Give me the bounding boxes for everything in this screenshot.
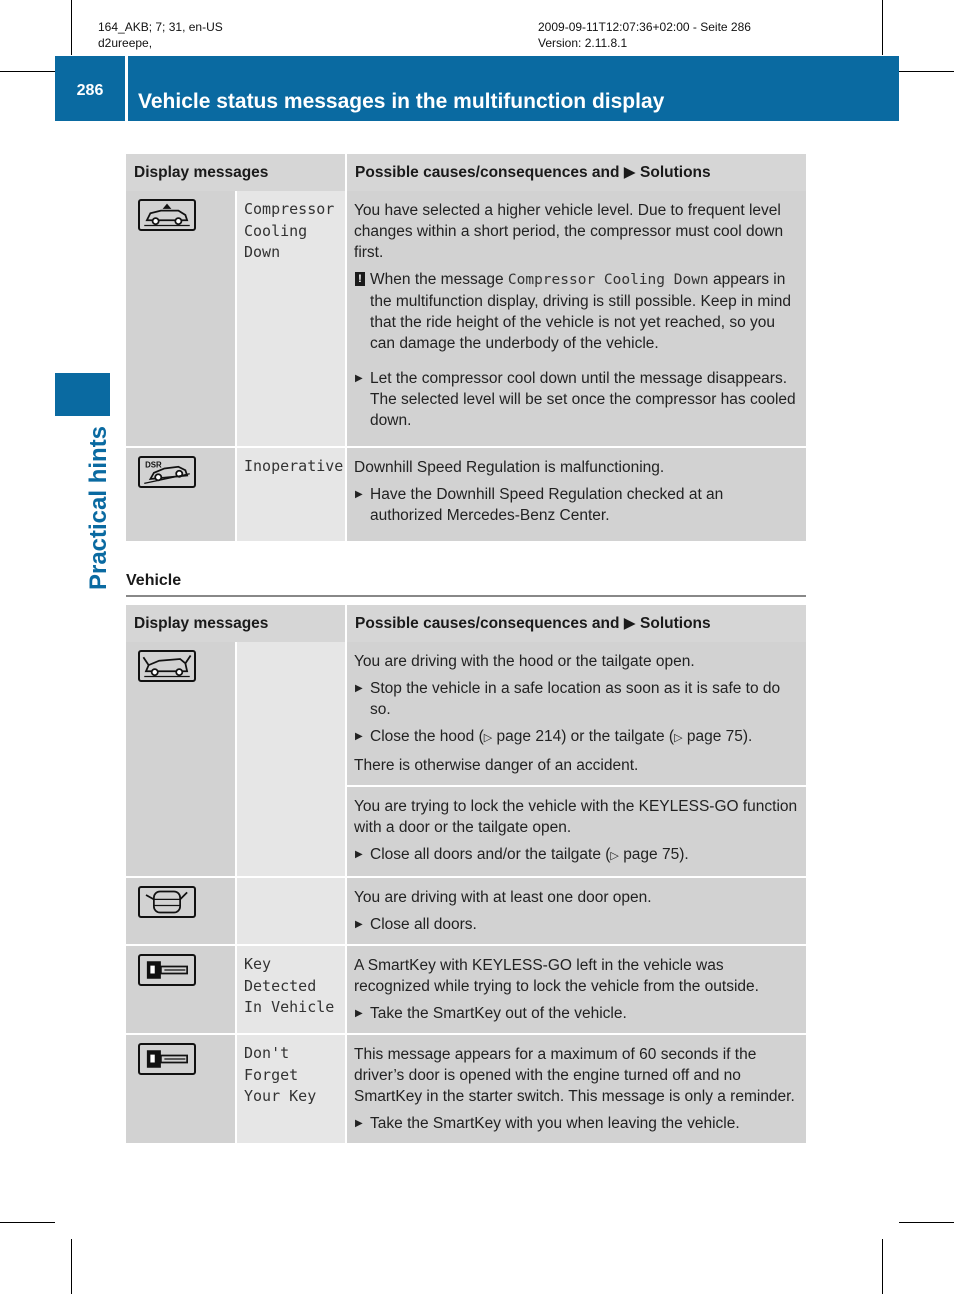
table-row (126, 447, 806, 541)
column-header-display-messages: Display messages (126, 605, 346, 642)
solution-cell (346, 1034, 806, 1143)
status-message-table (126, 605, 806, 1143)
warning-message-ref: Compressor Cooling Down (507, 272, 709, 288)
crop-mark (71, 0, 72, 55)
table-row (126, 945, 806, 1034)
side-tab-block (55, 373, 110, 416)
solution-cell (346, 447, 806, 541)
section-divider (126, 595, 806, 597)
display-message-text: Key Detected In Vehicle (236, 945, 346, 1034)
column-header-solutions: Possible causes/consequences and ▶ Solutions (346, 605, 806, 642)
warning-note (354, 269, 799, 354)
vehicle-level-up-icon (138, 199, 196, 231)
page-title: Vehicle status messages in the multifunction display (128, 56, 899, 121)
solution-cell (346, 945, 806, 1034)
column-header-display-messages: Display messages (126, 154, 346, 191)
cause-text: There is otherwise danger of an accident. (354, 757, 639, 774)
cause-text: You have selected a higher vehicle level. Due to frequent level changes within a short period, the compressor must cool down first. (354, 202, 784, 261)
crop-mark (0, 1222, 55, 1223)
step-text: page 75). (686, 728, 753, 745)
cause-text: You are driving with at least one door open. (354, 889, 652, 906)
solution-step: ▶ Stop the vehicle in a safe location as soon as it is safe to do so. (354, 678, 799, 720)
solution-step (354, 844, 799, 867)
solution-cell (346, 191, 806, 447)
step-text: Close all doors and/or the tailgate ( (370, 846, 611, 863)
solution-step: ▶ Take the SmartKey with you when leaving the vehicle. (354, 1113, 799, 1134)
print-meta-left (98, 19, 223, 51)
display-message-text: Don't Forget Your Key (236, 1034, 346, 1143)
meta-line: Version: 2.11.8.1 (538, 36, 628, 50)
page-ref-icon: ▷ (674, 732, 683, 744)
warning-text: When the message (370, 271, 504, 288)
page-number: 286 (55, 56, 125, 121)
dsr-icon (138, 456, 196, 488)
smartkey-icon (138, 1043, 196, 1075)
cause-text: You are driving with the hood or the tailgate open. (354, 653, 695, 670)
crop-mark (899, 1222, 954, 1223)
step-text: The selected level will be set once the compressor has cooled down. (370, 391, 796, 429)
solution-step: ▶ Take the SmartKey out of the vehicle. (354, 1003, 799, 1024)
cause-text: This message appears for a maximum of 60 seconds if the driver’s door is opened with the engine turned off and no SmartKey in the starter switch. This message is only a reminder. (354, 1046, 795, 1105)
table-row (126, 1034, 806, 1143)
meta-line: 164_AKB; 7; 31, en-US (98, 20, 223, 34)
status-message-table (126, 154, 806, 541)
solution-step (354, 368, 799, 431)
crop-mark (882, 1239, 883, 1294)
table-row (126, 191, 806, 447)
door-open-icon (138, 886, 196, 918)
table-row (126, 642, 806, 786)
solution-step: ▶ Have the Downhill Speed Regulation checked at an authorized Mercedes-Benz Center. (354, 484, 799, 526)
table-row (126, 877, 806, 945)
cause-text: Downhill Speed Regulation is malfunctioning. (354, 459, 665, 476)
page-ref-icon: ▷ (610, 850, 619, 862)
smartkey-icon (138, 954, 196, 986)
solution-cell (346, 877, 806, 945)
warning-icon: ! (355, 272, 365, 286)
cause-text: A SmartKey with KEYLESS-GO left in the vehicle was recognized while trying to lock the vehicle from the outside. (354, 957, 759, 995)
solution-step: ▶ Close all doors. (354, 914, 799, 935)
dsr-icon-label: DSR (145, 460, 162, 470)
side-tab-label: Practical hints (85, 425, 112, 591)
step-text: page 75). (623, 846, 689, 863)
display-message-text: Compressor Cooling Down (236, 191, 346, 447)
solution-step (354, 726, 799, 749)
crop-mark (0, 71, 55, 72)
step-text: page 214) or the tailgate ( (496, 728, 675, 745)
solution-cell (346, 642, 806, 786)
column-header-solutions: Possible causes/consequences and ▶ Solutions (346, 154, 806, 191)
crop-mark (882, 0, 883, 55)
section-title-vehicle: Vehicle (126, 572, 182, 589)
step-text: Close the hood ( (370, 728, 484, 745)
print-meta-right (538, 19, 751, 51)
cause-text: You are trying to lock the vehicle with the KEYLESS-GO function with a door or the tailgate open. (354, 798, 798, 836)
page-ref-icon: ▷ (483, 732, 493, 744)
step-text: ▶ Let the compressor cool down until the message disappears. (370, 370, 788, 387)
hood-tailgate-open-icon (138, 650, 196, 682)
solution-cell (346, 786, 806, 877)
warning-text: appears in the multifunction display, driving is still possible. Keep in mind that the ride height of the vehicle is not yet reached, so you can damage the underbody of the vehicle. (370, 271, 792, 352)
display-message-text: Inoperative (236, 447, 346, 541)
crop-mark (899, 71, 954, 72)
crop-mark (71, 1239, 72, 1294)
display-message-text (236, 877, 346, 945)
meta-line: 2009-09-11T12:07:36+02:00 - Seite 286 (538, 20, 751, 34)
display-message-text (236, 642, 346, 877)
meta-line: d2ureepe, (98, 36, 153, 50)
